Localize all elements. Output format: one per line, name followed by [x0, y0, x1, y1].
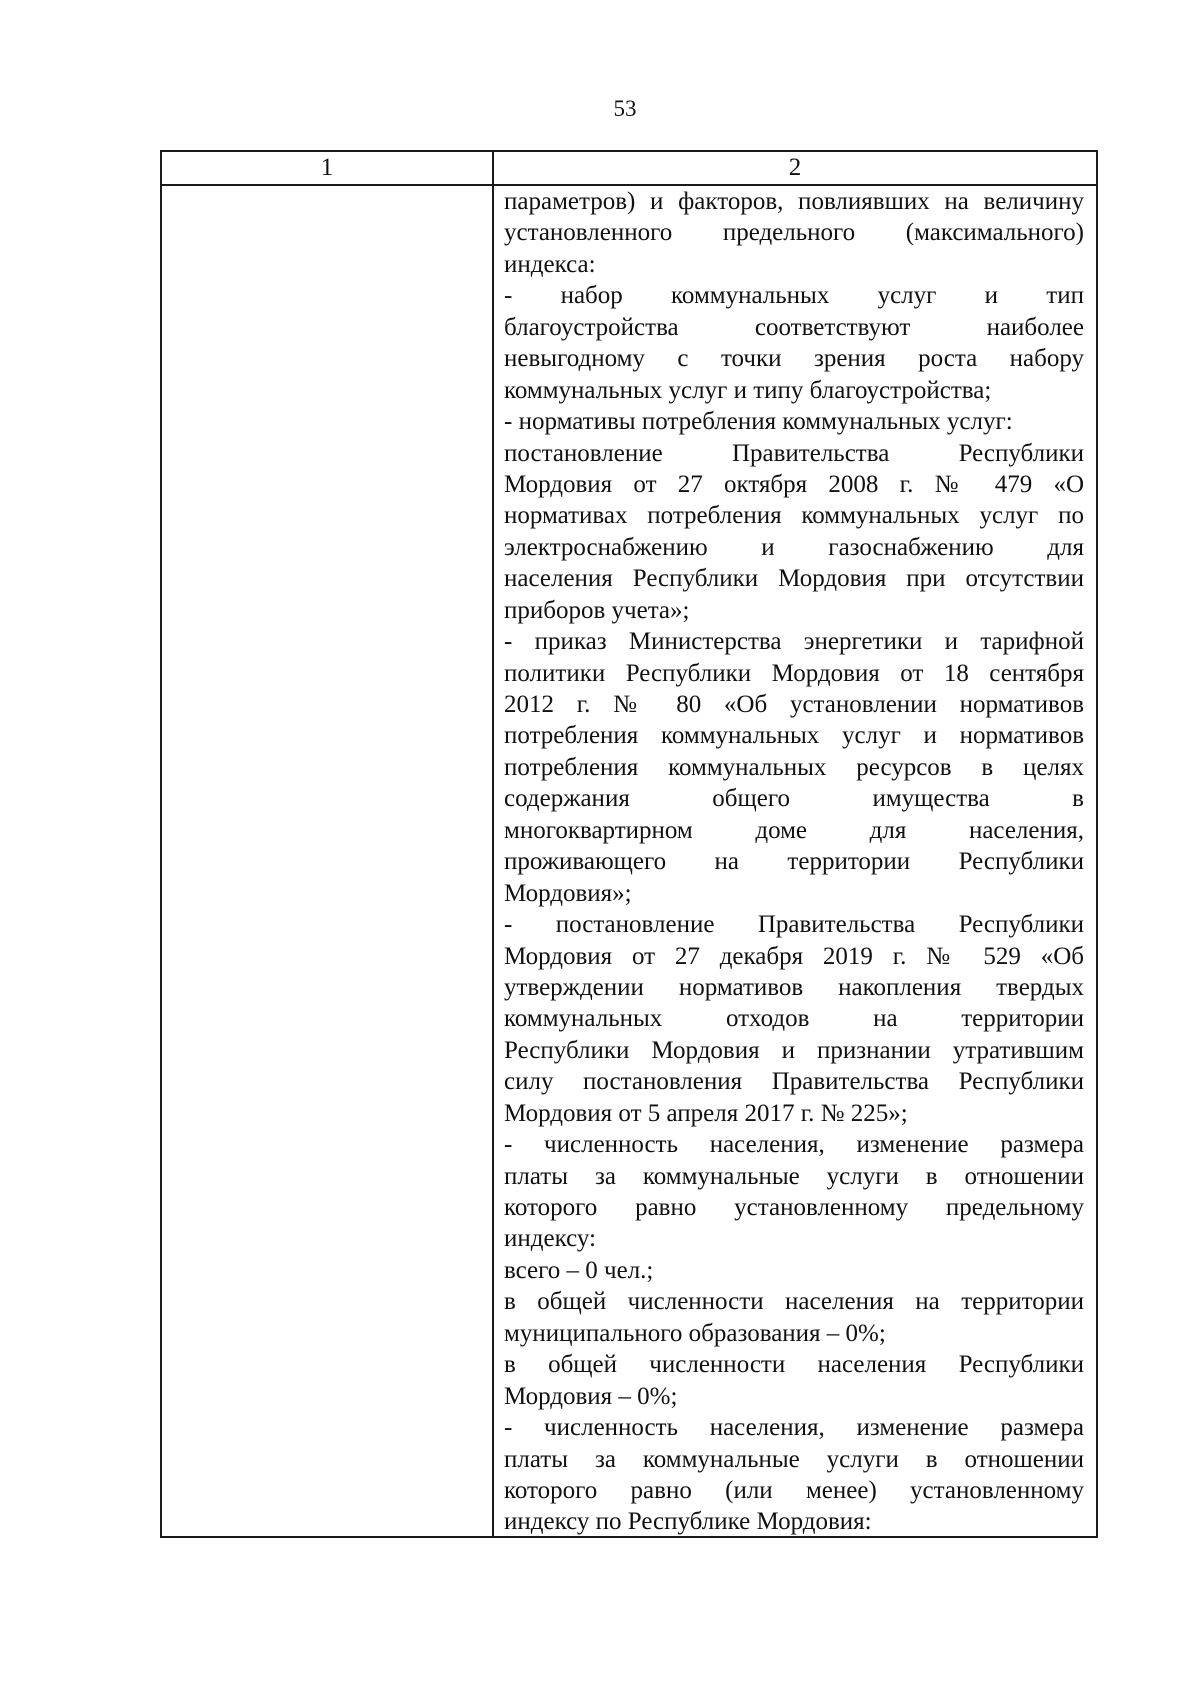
text-line: невыгодному с точки зрения роста набору [504, 345, 1084, 373]
text-line: Мордовия от 27 октября 2008 г. № 479 «О [504, 470, 1084, 498]
text-line: многоквартирном доме для населения, [504, 816, 1084, 844]
text-line: муниципального образования – 0%; [504, 1319, 886, 1347]
text-line: индексу по Республике Мордовия: [504, 1508, 872, 1536]
text-line: платы за коммунальные услуги в отношении [504, 1445, 1084, 1473]
text-line: политики Республики Мордовия от 18 сентября [504, 659, 1084, 687]
text-line: утверждении нормативов накопления твердых [504, 973, 1084, 1001]
text-line: всего – 0 чел.; [504, 1256, 654, 1284]
text-line: в общей численности населения на территории [504, 1288, 1084, 1316]
text-line: постановление Правительства Республики [504, 439, 1084, 467]
text-line: содержания общего имущества в [504, 785, 1084, 813]
text-line: коммунальных услуг и типу благоустройства; [504, 376, 992, 404]
column-divider [492, 152, 494, 1536]
text-line: индекса: [504, 250, 596, 278]
text-line: - численность населения, изменение размера [504, 1131, 1084, 1159]
text-line: параметров) и факторов, повлиявших на величину [504, 188, 1084, 215]
table-cell-column-1 [162, 186, 492, 1536]
text-line: проживающего на территории Республики [504, 848, 1084, 876]
text-line: приборов учета»; [504, 596, 690, 624]
text-line: Мордовия от 27 декабря 2019 г. № 529 «Об [504, 942, 1084, 970]
text-line: - набор коммунальных услуг и тип [504, 282, 1084, 310]
text-line: силу постановления Правительства Республики [504, 1068, 1084, 1096]
text-line: Республики Мордовия и признании утратившим [504, 1036, 1084, 1064]
text-line: которого равно (или менее) установленному [504, 1476, 1084, 1504]
text-line: - приказ Министерства энергетики и тарифной [504, 628, 1084, 656]
column-header-2: 2 [788, 154, 802, 181]
text-line: - нормативы потребления коммунальных услуг: [504, 408, 1013, 436]
text-line: - численность населения, изменение размера [504, 1414, 1084, 1442]
text-line: благоустройства соответствуют наиболее [504, 313, 1084, 341]
text-line: потребления коммунальных ресурсов в целях [504, 753, 1084, 781]
text-line: индексу: [504, 1225, 596, 1253]
text-line: нормативах потребления коммунальных услуг по [504, 502, 1084, 530]
text-line: Мордовия»; [504, 879, 632, 907]
page-number: 53 [613, 96, 637, 121]
text-line: потребления коммунальных услуг и нормативов [504, 722, 1084, 750]
text-line: - постановление Правительства Республики [504, 911, 1084, 939]
text-line: электроснабжению и газоснабжению для [504, 533, 1084, 561]
text-line: населения Республики Мордовия при отсутствии [504, 565, 1084, 593]
text-line: платы за коммунальные услуги в отношении [504, 1162, 1084, 1190]
text-line: в общей численности населения Республики [504, 1351, 1084, 1379]
text-line: которого равно установленному предельному [504, 1194, 1084, 1221]
text-line: коммунальных отходов на территории [504, 1005, 1084, 1033]
document-table [160, 150, 1098, 1538]
table-header-row [162, 152, 1096, 186]
text-line: Мордовия от 5 апреля 2017 г. № 225»; [504, 1099, 908, 1127]
text-line: Мордовия – 0%; [504, 1382, 678, 1410]
table-cell-column-2 [504, 186, 1084, 1536]
text-line: установленного предельного (максимального) [504, 219, 1084, 247]
column-header-1: 1 [320, 154, 334, 181]
text-line: 2012 г. № 80 «Об установлении нормативов [504, 691, 1084, 718]
